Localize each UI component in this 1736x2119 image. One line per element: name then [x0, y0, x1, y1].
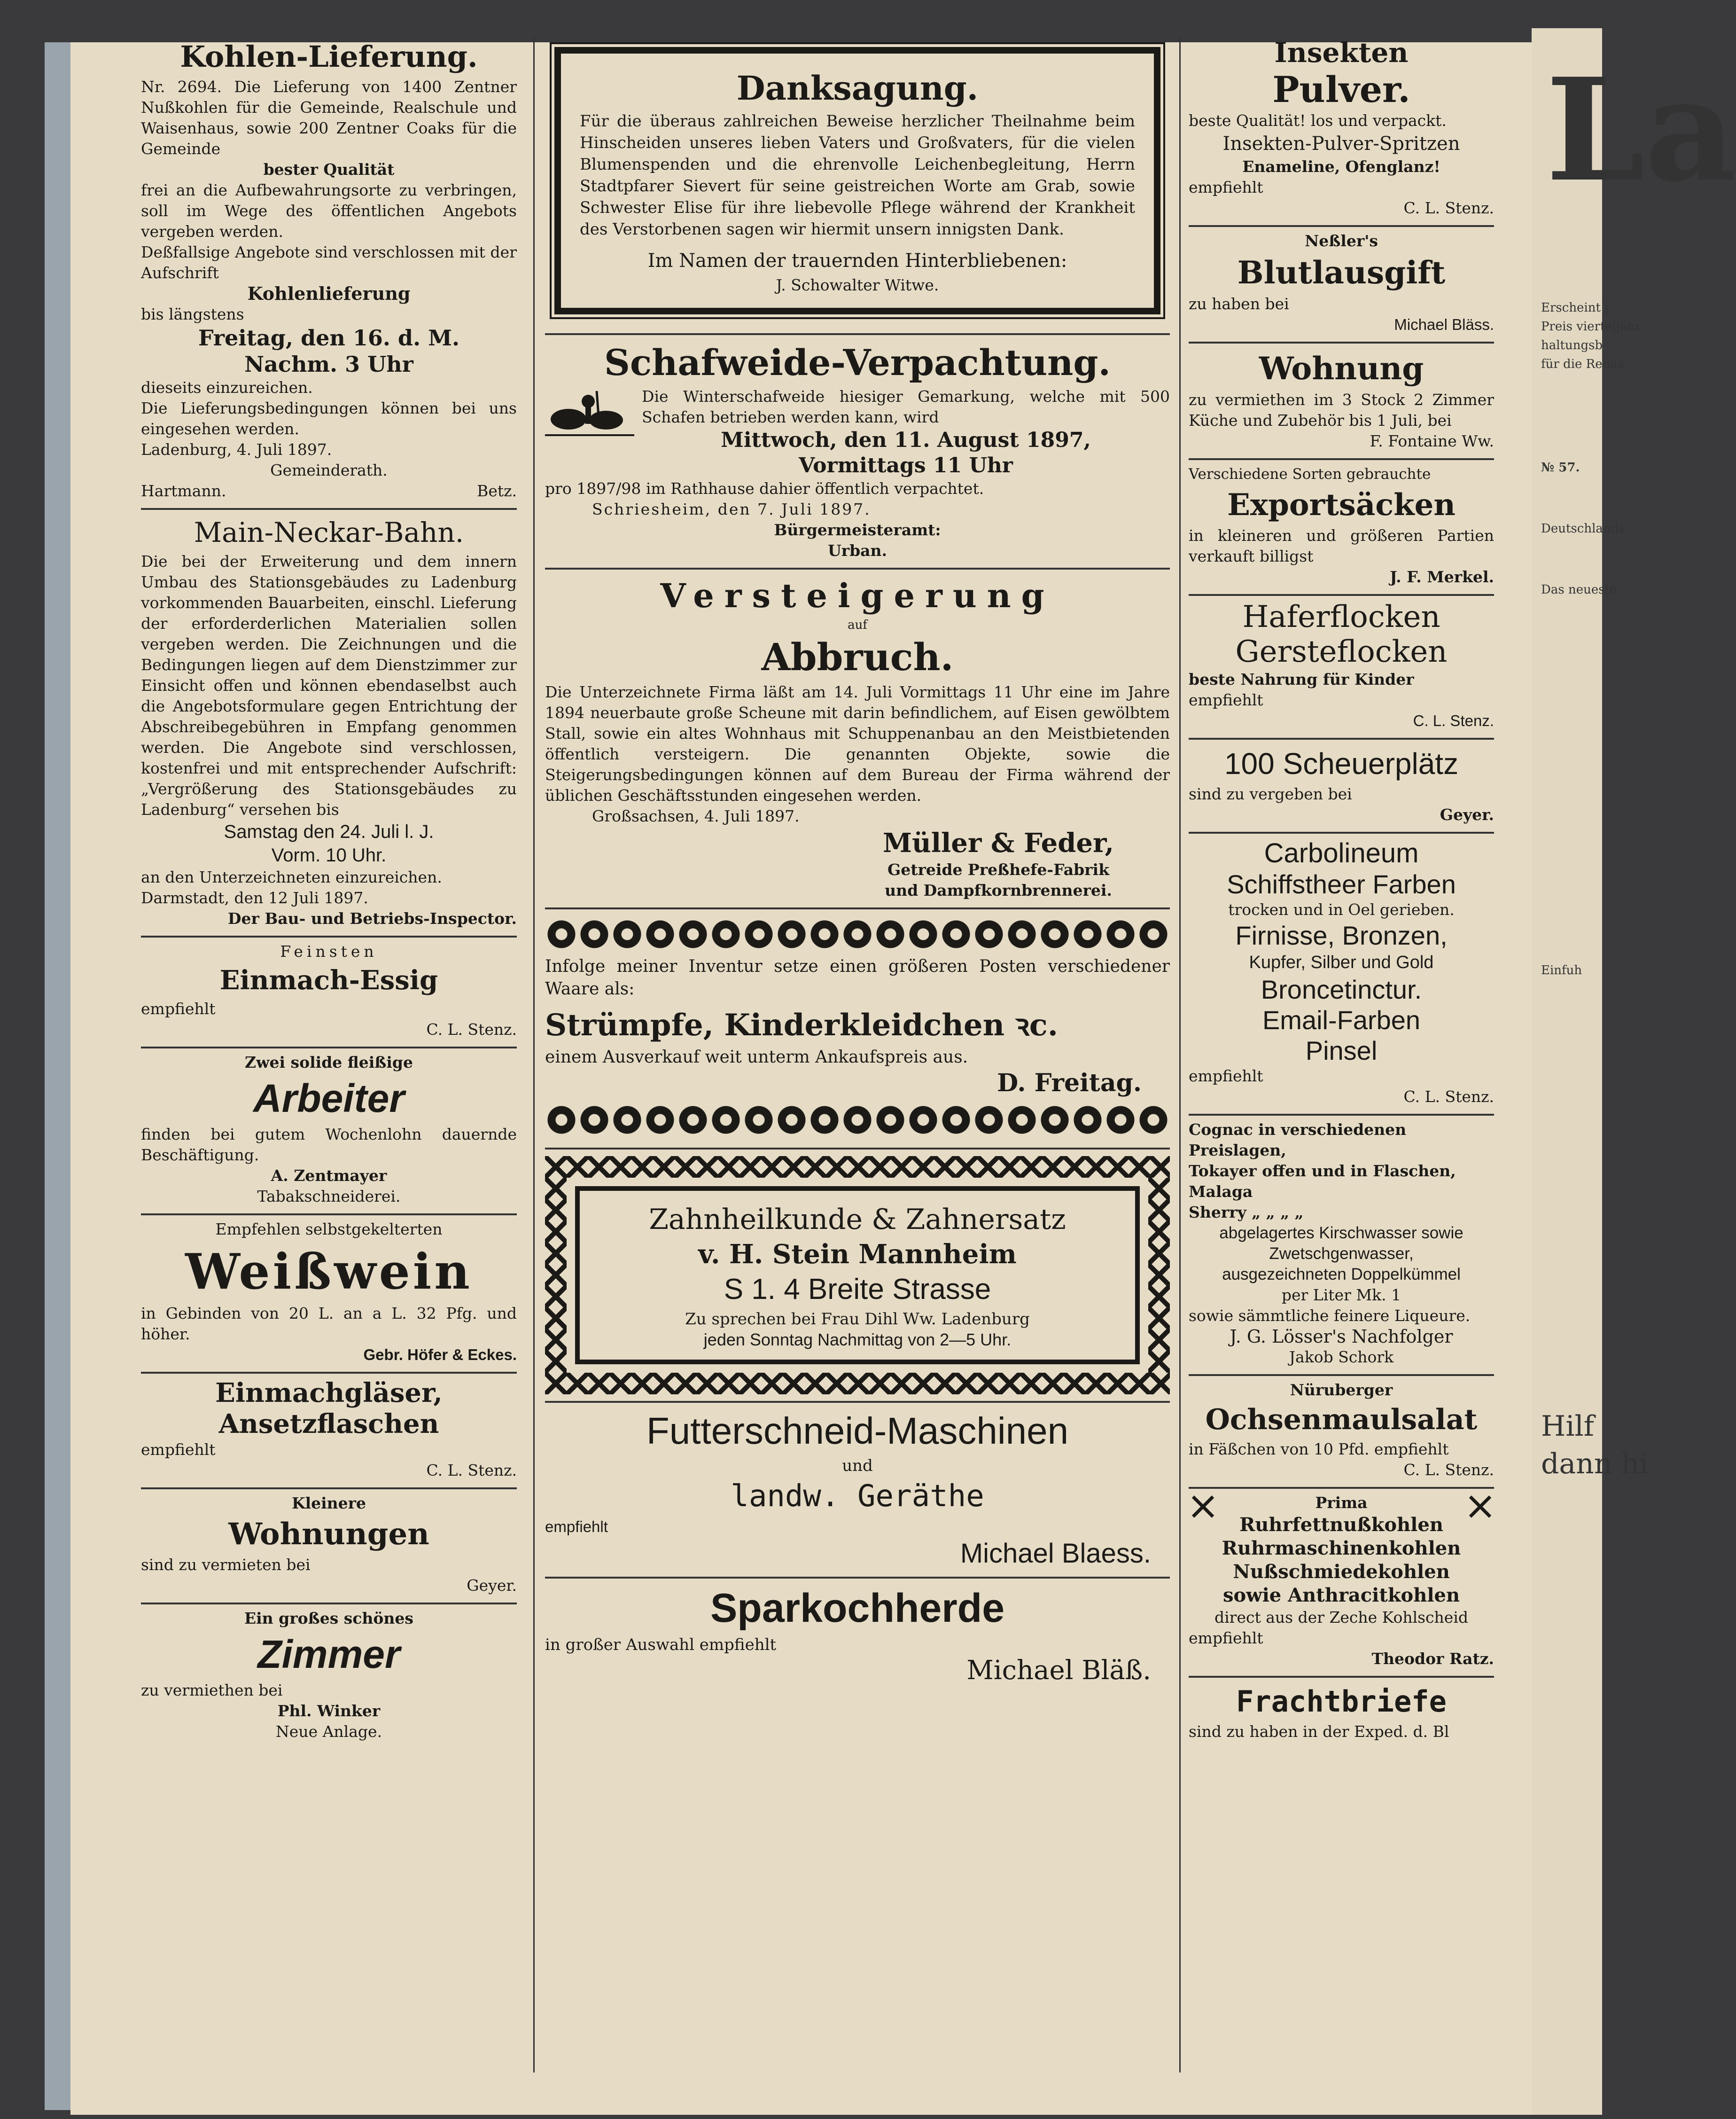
ad-title: Exportsäcken — [1227, 487, 1456, 523]
ad-body: Enameline, Ofenglanz! — [1242, 157, 1440, 176]
ad-signature: Jakob Schork — [1289, 1348, 1394, 1366]
ad-signature: und Dampfkornbrennerei. — [885, 881, 1112, 899]
ad-main-neckar-bahn — [141, 510, 517, 938]
ad-body: abgelagertes Kirschwasser sowie — [1219, 1224, 1464, 1242]
ad-signature: J. F. Merkel. — [1390, 568, 1494, 586]
ad-body: Die Unterzeichnete Firma läßt am 14. Juli Vormittags 11 Uhr eine im Jahre 1894 neuerbaute große Scheune mit darin befindlichem, auf Eisen gewölbtem Stall, sowie ein altes Wohnhaus mit Schuppenanbau an den Meistbietenden öffentlich versteigern. Die genannten Objekte, sowie die Steigerungsbedingungen können auf dem Bureau der Firma während der üblichen Geschäftsstunden eingesehen werden. — [545, 683, 1170, 805]
ad-signature: C. L. Stenz. — [1403, 1087, 1494, 1106]
ad-body: Kupfer, Silber und Gold — [1249, 953, 1434, 972]
ad-body: sowie sämmtliche feinere Liqueure. — [1189, 1306, 1471, 1325]
ad-weisswein — [141, 1215, 517, 1374]
ad-zahnheilkunde — [545, 1149, 1170, 1403]
ad-signature: F. Fontaine Ww. — [1370, 432, 1494, 450]
ad-body: einem Ausverkauf weit unterm Ankaufspreis aus. — [545, 1048, 968, 1067]
ad-inventur-freitag — [545, 909, 1170, 1149]
adjacent-page — [1532, 28, 1736, 2115]
ad-cognac-liqueure — [1189, 1116, 1494, 1376]
ad-body: frei an die Aufbewahrungsorte zu verbringen, soll im Wege des öffentlichen Angebots vergeben werden. — [141, 181, 517, 241]
ad-body: Infolge meiner Inventur setze einen größeren Posten verschiedener Waare als: — [545, 957, 1170, 999]
ad-danksagung — [545, 33, 1170, 335]
ad-blutlausgift — [1189, 227, 1494, 344]
ad-title: 100 Scheuerplätz — [1224, 747, 1459, 781]
ad-signature: Urban. — [827, 541, 887, 560]
ad-signature: Getreide Preßhefe-Fabrik — [887, 860, 1109, 879]
ad-title: Blutlausgift — [1237, 254, 1446, 291]
ad-body: in Fäßchen von 10 Pfd. empfiehlt — [1189, 1440, 1449, 1458]
ad-body: sind zu vergeben bei — [1189, 785, 1352, 803]
ad-signature: Phl. Winker — [277, 1702, 381, 1720]
ad-address: S 1. 4 Breite Strasse — [724, 1273, 991, 1306]
ad-title: Gersteflocken — [1235, 634, 1448, 669]
ad-signature: Hartmann. — [141, 482, 226, 500]
ad-place-date: Ladenburg, 4. Juli 1897. — [141, 440, 332, 459]
ad-title: Zimmer — [257, 1632, 400, 1676]
ad-einmach-essig — [141, 938, 517, 1048]
ad-title: Firnisse, Bronzen, — [1235, 921, 1448, 950]
ad-date: Samstag den 24. Juli l. J. — [224, 821, 434, 842]
ad-time: Vorm. 10 Uhr. — [271, 845, 387, 866]
ad-signature: Michael Bläss. — [1394, 316, 1494, 333]
ad-body: Für die überaus zahlreichen Beweise herzlicher Theilnahme beim Hinscheiden unseres lieben Vaters und Großvaters, für die vielen Blumenspenden und die ehrenvolle Leichenbegleitung, Herrn Stadtpfarer Sievert für seine geistreichen Worte am Grab, sowie Schwester Elise für ihre liebevolle Pflege während der Krankheit des Verstorbenen sagen wir hiermit unsern innigsten Dank. — [580, 112, 1135, 239]
ad-title-connector: auf — [848, 618, 867, 632]
ad-body: empfiehlt — [1189, 1629, 1263, 1647]
ad-pretitle: Zwei solide fleißige — [245, 1053, 413, 1071]
ad-frachtbriefe — [1189, 1678, 1494, 1749]
ad-pretitle: Empfehlen selbstgekelterten — [215, 1220, 443, 1238]
ad-einmachglaeser — [141, 1374, 517, 1489]
ad-signature: J. G. Lösser's Nachfolger — [1230, 1326, 1453, 1347]
ad-ochsenmaulsalat — [1189, 1376, 1494, 1489]
ad-title: Ruhrmaschinenkohlen — [1222, 1537, 1461, 1559]
ad-emphasis: Kohlenlieferung — [247, 283, 411, 304]
column-middle — [545, 33, 1170, 1693]
ad-title: Wohnung — [1259, 350, 1424, 387]
adjacent-page-text: dann hi — [1541, 1447, 1649, 1480]
ad-body: sind zu haben in der Exped. d. Bl — [1189, 1722, 1449, 1741]
ad-signature: C. L. Stenz. — [1403, 199, 1494, 217]
ad-body: zu vermiethen bei — [141, 1681, 283, 1699]
ad-body: beste Qualität! los und verpackt. — [1189, 111, 1447, 130]
ad-body: in Gebinden von 20 L. an a L. 32 Pfg. und höher. — [141, 1304, 517, 1343]
ad-signature: Der Bau- und Betriebs-Inspector. — [227, 909, 517, 928]
ad-title: Schafweide-Verpachtung. — [604, 342, 1111, 383]
ad-body: empfiehlt — [1189, 691, 1263, 709]
ad-wohnungen — [141, 1489, 517, 1604]
ad-office: Bürgermeisteramt: — [774, 521, 941, 539]
ad-body: zu haben bei — [1189, 295, 1289, 313]
ad-title: landw. Geräthe — [731, 1479, 984, 1514]
ad-body: ausgezeichneten Doppelkümmel — [1222, 1265, 1461, 1283]
ad-body: Zwetschgenwasser, — [1269, 1244, 1414, 1263]
adjacent-page-text: Das neueste — [1541, 583, 1617, 597]
ad-zimmer — [141, 1604, 517, 1749]
ad-wohnung — [1189, 344, 1494, 460]
hammer-and-pick-icon — [1189, 1493, 1217, 1521]
ornament-cross-border — [545, 1178, 567, 1373]
ad-signature: C. L. Stenz. — [426, 1461, 517, 1479]
ad-body: Malaga — [1189, 1182, 1253, 1201]
ad-signature: Müller & Feder, — [883, 828, 1114, 859]
adjacent-page-text: Erscheint j — [1541, 301, 1609, 315]
adjacent-page-text: für die Redak — [1541, 357, 1625, 371]
ad-pretitle: Prima — [1315, 1493, 1368, 1512]
ad-body: per Liter Mk. 1 — [1281, 1286, 1401, 1304]
ad-signature: J. Schowalter Witwe. — [776, 276, 939, 294]
ad-title: Main-Neckar-Bahn. — [194, 516, 464, 548]
ad-body: in kleineren und größeren Partien verkauft billigst — [1189, 526, 1494, 565]
ad-exportsaecken — [1189, 460, 1494, 596]
ad-title: Strümpfe, Kinderkleidchen ꝛc. — [545, 1008, 1059, 1043]
ornament-cross-border — [545, 1156, 1170, 1178]
ad-body: empfiehlt — [141, 1440, 216, 1459]
ad-schafweide — [545, 335, 1170, 570]
ad-body: zu vermiethen im 3 Stock 2 Zimmer Küche und Zubehör bis 1 Juli, bei — [1189, 391, 1494, 430]
adjacent-page-text: Einfuh — [1541, 963, 1582, 977]
ad-signature: Geyer. — [467, 1576, 517, 1595]
ad-ruhrkohlen — [1189, 1489, 1494, 1678]
ad-title: Einmach-Essig — [219, 965, 438, 996]
ornament-ring-border — [545, 918, 1170, 951]
column-rule — [533, 38, 535, 2072]
ad-sparkochherde — [545, 1579, 1170, 1693]
ad-place-date: Großsachsen, 4. Juli 1897. — [592, 807, 800, 825]
ad-title: Kohlen-Lieferung. — [180, 39, 478, 74]
ad-body: pro 1897/98 im Rathhause dahier öffentlich verpachtet. — [545, 479, 984, 498]
ad-body: Die Lieferungsbedingungen können bei uns eingesehen werden. — [141, 399, 517, 438]
ad-place-date: Schriesheim, den 7. Juli 1897. — [592, 500, 871, 518]
ad-body: in großer Auswahl empfiehlt — [545, 1635, 777, 1654]
ad-title: Sparkochherde — [710, 1586, 1005, 1631]
ad-body: Die Winterschafweide hiesiger Gemarkung, welche mit 500 Schafen betrieben werden kann, wird — [642, 387, 1170, 426]
ad-pretitle: Verschiedene Sorten gebrauchte — [1189, 466, 1431, 483]
ad-body: Zu sprechen bei Frau Dihl Ww. Ladenburg — [685, 1310, 1030, 1329]
ad-signature: C. L. Stenz. — [426, 1020, 517, 1039]
adjacent-page-text: Preis vierteljähr — [1541, 320, 1641, 334]
ad-signature: Michael Blaess. — [960, 1538, 1151, 1569]
ad-title: sowie Anthracitkohlen — [1222, 1584, 1460, 1606]
ad-time: Vormittags 11 Uhr — [798, 454, 1013, 477]
ad-body: empfiehlt — [141, 1000, 216, 1018]
ad-title: Versteigerung — [660, 576, 1055, 615]
ad-name: v. H. Stein Mannheim — [698, 1239, 1017, 1270]
ad-body: an den Unterzeichneten einzureichen. — [141, 868, 442, 886]
ad-body: Die bei der Erweiterung und dem innern Umbau des Stationsgebäudes zu Ladenburg vorkommenden Bauarbeiten, einschl. Lieferung der erforderderlichen Materialien sollen vergeben werden. Die Zeichnungen und die Bedingungen liegen auf dem Dienstzimmer zur Einsicht offen und können ebendaselbst auch die Angebotsformulare gegen Entrichtung der Abschreibegebühren in Empfang genommen werden. Die Angebote sind verschlossen, kostenfrei und mit entsprechender Aufschrift: „Vergrößerung des Stationsgebäudes zu Ladenburg“ versehen bis — [141, 552, 517, 819]
ad-date: Mittwoch, den 11. August 1897, — [721, 428, 1091, 452]
ad-insekten-pulver — [1189, 33, 1494, 227]
ad-title: Haferflocken — [1242, 600, 1440, 634]
ad-signature: Neue Anlage. — [275, 1722, 382, 1741]
ad-title: Frachtbriefe — [1236, 1684, 1447, 1719]
ad-versteigerung — [545, 570, 1170, 909]
column-rule — [1179, 38, 1181, 2072]
ad-title: Insekten — [1274, 37, 1409, 69]
ad-time: Nachm. 3 Uhr — [244, 352, 413, 377]
ad-title: Carbolineum — [1264, 838, 1419, 868]
ad-pretitle: Neßler's — [1305, 232, 1378, 250]
ad-title: Abbruch. — [761, 635, 954, 679]
ad-title: Ansetzflaschen — [218, 1408, 439, 1439]
ad-office: Gemeinderath. — [270, 461, 388, 479]
ad-title: Email-Farben — [1262, 1005, 1421, 1035]
ad-place-date: Darmstadt, den 12 Juli 1897. — [141, 889, 368, 907]
ad-body: direct aus der Zeche Kohlscheid — [1214, 1608, 1469, 1626]
ad-body: Cognac in verschiedenen Preislagen, — [1189, 1120, 1407, 1159]
ad-body: empfiehlt — [545, 1518, 608, 1535]
ad-futterschneid — [545, 1403, 1170, 1579]
ad-signature: C. L. Stenz. — [1413, 712, 1494, 729]
ad-signature: Gebr. Höfer & Eckes. — [363, 1346, 517, 1363]
adjacent-page-text: Deutschlands — [1541, 522, 1625, 536]
adjacent-page-text: № 57. — [1541, 461, 1580, 475]
ad-haferflocken — [1189, 596, 1494, 740]
ad-frame — [575, 1186, 1140, 1364]
ad-signature: D. Freitag. — [997, 1069, 1142, 1097]
ad-body: Deßfallsige Angebote sind verschlossen mit der Aufschrift — [141, 243, 517, 282]
ad-body: bis längstens — [141, 305, 244, 323]
ad-title: Schiffstheer Farben — [1227, 869, 1456, 899]
ad-title: Weißwein — [185, 1243, 473, 1300]
ad-title: Ruhrfettnußkohlen — [1239, 1514, 1443, 1536]
hammer-and-pick-icon — [1466, 1493, 1494, 1521]
ad-body: sind zu vermieten bei — [141, 1556, 311, 1574]
ornament-ring-border — [545, 1103, 1170, 1136]
ad-date: Freitag, den 16. d. M. — [198, 325, 460, 351]
ad-scheuerplaetz — [1189, 740, 1494, 834]
ad-title-connector: und — [842, 1456, 873, 1475]
ad-carbolineum — [1189, 834, 1494, 1116]
ad-body: finden bei gutem Wochenlohn dauernde Beschäftigung. — [141, 1125, 517, 1164]
ad-signature: Tabakschneiderei. — [257, 1187, 401, 1205]
ad-body: dieseits einzureichen. — [141, 378, 313, 397]
ad-kohlen-lieferung — [141, 33, 517, 510]
ad-signature: Geyer. — [1440, 805, 1494, 824]
ad-pretitle: Kleinere — [291, 1494, 366, 1512]
ad-body: empfiehlt — [1189, 178, 1263, 196]
ad-pretitle: Ein großes schönes — [244, 1609, 414, 1627]
ad-arbeiter — [141, 1048, 517, 1215]
mourning-frame — [554, 47, 1160, 314]
ad-signature: Michael Bläß. — [966, 1655, 1151, 1686]
ad-title: Einmachgläser, — [215, 1377, 443, 1408]
ad-title: Ochsenmaulsalat — [1205, 1403, 1478, 1436]
column-right — [1189, 33, 1494, 1749]
ad-time: jeden Sonntag Nachmittag von 2—5 Uhr. — [703, 1330, 1012, 1349]
ad-body: trocken und in Oel gerieben. — [1228, 900, 1455, 919]
ad-title: Futterschneid-Maschinen — [646, 1410, 1069, 1452]
ad-title: Pinsel — [1305, 1036, 1378, 1065]
ad-body: Nr. 2694. Die Lieferung von 1400 Zentner Nußkohlen für die Gemeinde, Realschule und Waisenhaus, sowie 200 Zentner Coaks für die Gemeinde — [141, 78, 517, 158]
ad-title: Wohnungen — [228, 1517, 429, 1552]
ad-title: Broncetinctur. — [1261, 975, 1422, 1004]
ad-title: Zahnheilkunde & Zahnersatz — [649, 1203, 1066, 1236]
ad-pretitle: Feinsten — [280, 942, 378, 961]
ad-title: Danksagung. — [736, 69, 979, 108]
ornament-cross-border — [1148, 1178, 1170, 1373]
ad-pretitle: Nüruberger — [1290, 1381, 1393, 1399]
ad-signature: Theodor Ratz. — [1371, 1650, 1494, 1668]
adjacent-page-text: Hilf — [1541, 1410, 1594, 1443]
sheep-and-shepherd-icon — [545, 386, 634, 443]
ad-body: Tokayer offen und in Flaschen, — [1189, 1162, 1456, 1180]
adjacent-page-text: haltungsb — [1541, 338, 1603, 352]
ad-title: Nußschmiedekohlen — [1233, 1561, 1450, 1583]
ad-body: Insekten-Pulver-Spritzen — [1222, 133, 1460, 155]
ad-title: Pulver. — [1272, 69, 1410, 110]
ad-body: Sherry „ „ „ „ — [1189, 1203, 1304, 1221]
ad-body: empfiehlt — [1189, 1067, 1263, 1085]
ad-signature: A. Zentmayer — [271, 1166, 387, 1185]
book-binding-edge — [45, 42, 73, 2110]
adjacent-page-masthead: La — [1546, 47, 1736, 213]
column-left — [141, 33, 517, 1749]
ad-emphasis: bester Qualität — [263, 160, 395, 179]
ad-body: beste Nahrung für Kinder — [1189, 670, 1414, 688]
ad-signature: Betz. — [477, 482, 517, 500]
ad-body: Im Namen der trauernden Hinterbliebenen: — [647, 250, 1067, 272]
ad-title: Arbeiter — [253, 1076, 405, 1120]
ornament-cross-border — [545, 1373, 1170, 1394]
ad-signature: C. L. Stenz. — [1403, 1461, 1494, 1479]
